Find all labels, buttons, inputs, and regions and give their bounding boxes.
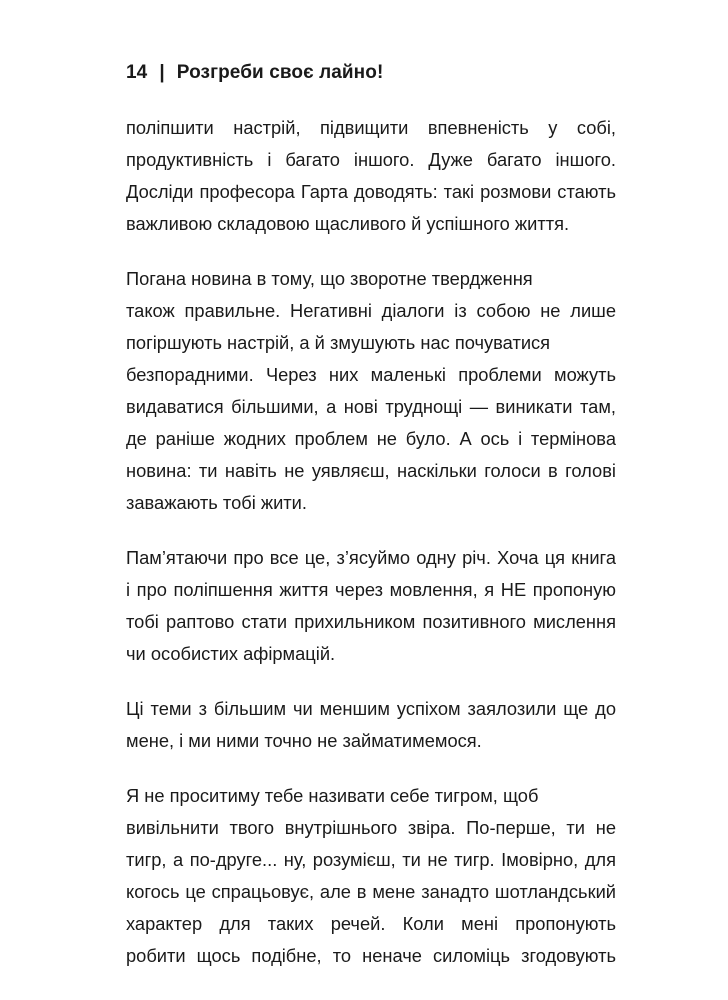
paragraph [126, 693, 616, 757]
paragraph [126, 112, 616, 240]
text-line: тигр, а по-друге... ну, розумієш, ти не тигр. Імовірно, для [126, 849, 616, 870]
paragraph [126, 780, 616, 972]
text-line: продуктивність і багато іншого. Дуже багато іншого. [126, 149, 616, 170]
text-line: погіршують настрій, а й змушують нас почуватися [126, 332, 551, 353]
body-text [126, 112, 616, 995]
text-line: когось це спрацьовує, але в мене занадто шотландський [126, 881, 616, 902]
page-number: 14 [126, 62, 148, 83]
text-line: поліпшити настрій, підвищити впевненість у собі, [126, 117, 616, 138]
text-line: Досліди професора Гарта доводять: такі розмови стають [126, 181, 616, 202]
text-line: вивільнити твого внутрішнього звіра. По-перше, ти не [126, 817, 616, 838]
text-line: новина: ти навіть не уявляєш, наскільки голоси в голові [126, 460, 616, 481]
text-line: Я не проситиму тебе називати себе тигром, щоб [126, 785, 539, 806]
header-separator: | [159, 62, 165, 83]
text-line: робити щось подібне, то неначе силоміць згодовують [126, 945, 616, 966]
text-line: де раніше жодних проблем не було. А ось і термінова [126, 428, 616, 449]
text-line: видаватися більшими, а нові труднощі — виникати там, [126, 396, 616, 417]
text-line: також правильне. Негативні діалоги із собою не лише [126, 300, 616, 321]
text-line: мене, і ми ними точно не займатимемося. [126, 730, 482, 751]
text-line: заважають тобі жити. [126, 492, 307, 513]
text-line: безпорадними. Через них маленькі проблеми можуть [126, 364, 616, 385]
text-line: тобі раптово стати прихильником позитивного мислення [126, 611, 616, 632]
paragraph [126, 263, 616, 519]
book-title: Розгреби своє лайно! [176, 62, 384, 83]
text-line: Пам’ятаючи про все це, з’ясуймо одну річ. Хоча ця книга [126, 547, 616, 568]
text-line: і про поліпшення життя через мовлення, я НЕ пропоную [126, 579, 616, 600]
text-line: важливою складовою щасливого й успішного життя. [126, 213, 570, 234]
running-header [126, 62, 383, 84]
text-line: чи особистих афірмацій. [126, 643, 336, 664]
paragraph [126, 542, 616, 670]
text-line: Погана новина в тому, що зворотне твердження [126, 268, 533, 289]
text-line: Ці теми з більшим чи меншим успіхом заялозили ще до [126, 698, 616, 719]
text-line: характер для таких речей. Коли мені пропонують [126, 913, 616, 934]
